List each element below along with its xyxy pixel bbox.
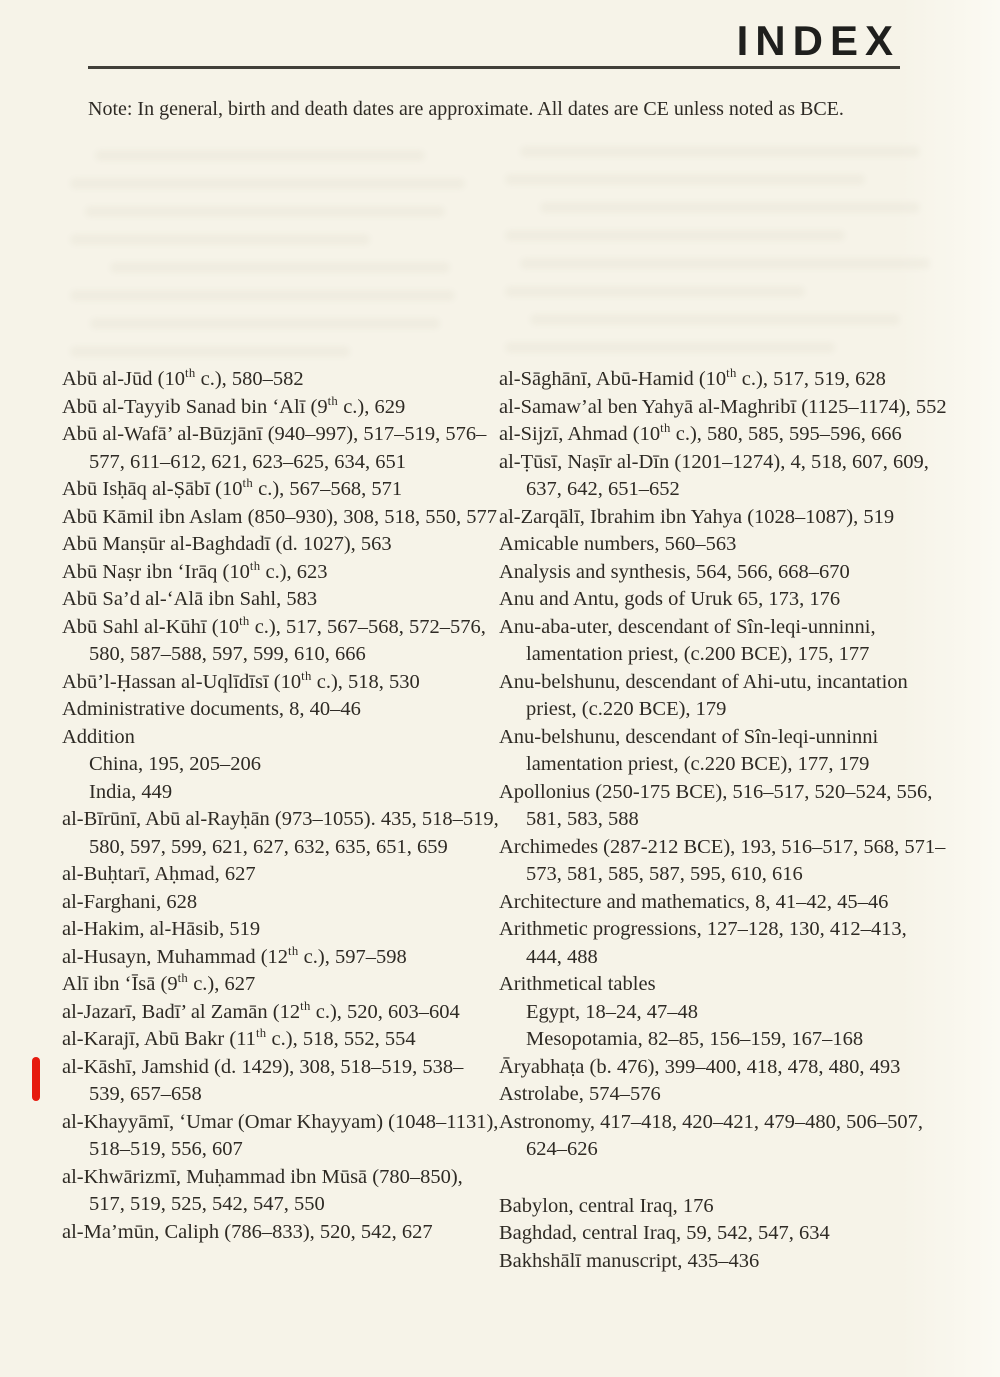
index-entry: India, 449 — [89, 780, 173, 803]
index-entry: Abū Manṣūr al-Baghdadī (d. 1027), 563 — [62, 533, 392, 555]
bleed-through-line — [70, 346, 350, 357]
index-entry: al-Husayn, Muhammad (12th c.), 597–598 — [62, 943, 407, 968]
index-entry: Anu-belshunu, descendant of Sîn-leqi-unninni lamentation priest, (c.220 BCE), 177, 179 — [499, 725, 879, 775]
index-entry: Abū al-Wafā’ al-Būzjānī (940–997), 517–519, 576–577, 611–612, 621, 623–625, 634, 651 — [62, 423, 487, 473]
index-column-left — [62, 366, 499, 1246]
dates-note: Note: In general, birth and death dates are approximate. All dates are CE unless noted as BCE. — [88, 98, 844, 120]
index-entry: Alī ibn ‘Īsā (9th c.), 627 — [62, 971, 256, 995]
index-entry: al-Hakim, al-Hāsib, 519 — [62, 918, 261, 940]
index-entry: al-Bīrūnī, Abū al-Rayḥān (973–1055). 435, 518–519, 580, 597, 599, 621, 627, 632, 635, 651, 659 — [62, 808, 499, 858]
index-entry: Abū al-Jūd (10th c.), 580–582 — [62, 366, 304, 390]
bleed-through-line — [70, 234, 370, 245]
index-entry: al-Khwārizmī, Muḥammad ibn Mūsā (780–850), 517, 519, 525, 542, 547, 550 — [62, 1165, 463, 1215]
index-entry: al-Farghani, 628 — [62, 890, 198, 913]
index-entry: Anu-aba-uter, descendant of Sîn-leqi-unninni, lamentation priest, (c.200 BCE), 175, 177 — [499, 615, 876, 665]
bleed-through-line — [95, 150, 425, 161]
bleed-through-line — [505, 174, 865, 185]
bleed-through-line — [505, 342, 835, 353]
bleed-through-line — [520, 146, 920, 157]
index-entry: Baghdad, central Iraq, 59, 542, 547, 634 — [499, 1222, 830, 1244]
index-entry: China, 195, 205–206 — [89, 753, 261, 775]
index-entry: Astrolabe, 574–576 — [499, 1083, 661, 1105]
bleed-through-line — [520, 258, 930, 269]
index-entry: Abū al-Tayyib Sanad bin ‘Alī (9th c.), 629 — [62, 393, 406, 418]
index-entry: Administrative documents, 8, 40–46 — [62, 698, 361, 720]
bleed-through-line — [90, 318, 440, 329]
index-entry: Amicable numbers, 560–563 — [499, 533, 737, 555]
index-entry: Āryabhaṭa (b. 476), 399–400, 418, 478, 480, 493 — [499, 1055, 901, 1078]
index-entry: Anu-belshunu, descendant of Ahi-utu, incantation priest, (c.220 BCE), 179 — [499, 670, 908, 720]
index-entry: Abū Sa’d al-‘Alā ibn Sahl, 583 — [62, 588, 318, 610]
index-entry: Babylon, central Iraq, 176 — [499, 1194, 714, 1217]
index-entry: al-Zarqālī, Ibrahim ibn Yahya (1028–1087), 519 — [499, 505, 895, 528]
index-entry: Abū Kāmil ibn Aslam (850–930), 308, 518, 550, 577 — [62, 505, 498, 528]
index-entry: al-Sāghānī, Abū-Hamid (10th c.), 517, 519, 628 — [499, 366, 886, 390]
page-title: INDEX — [736, 17, 900, 64]
header-rule — [88, 66, 900, 69]
bleed-through-line — [85, 206, 445, 217]
index-entry: Analysis and synthesis, 564, 566, 668–670 — [499, 560, 850, 583]
bleed-through-line — [110, 262, 450, 273]
bleed-through-line — [505, 230, 845, 241]
index-entry: Astronomy, 417–418, 420–421, 479–480, 506–507, 624–626 — [499, 1110, 924, 1160]
bleed-through-line — [70, 178, 465, 189]
index-entry: al-Samaw’al ben Yahyā al-Maghribī (1125–1174), 552 — [499, 395, 947, 418]
bleed-through-line — [540, 202, 920, 213]
index-entry: al-Sijzī, Ahmad (10th c.), 580, 585, 595–596, 666 — [499, 421, 902, 445]
index-entry: Abū’l-Ḥassan al-Uqlīdīsī (10th c.), 518, 530 — [62, 668, 420, 693]
index-entry: Architecture and mathematics, 8, 41–42, 45–46 — [499, 890, 889, 913]
index-entry: Arithmetic progressions, 127–128, 130, 412–413, 444, 488 — [499, 918, 907, 968]
bleed-through-line — [505, 286, 805, 297]
index-entry: al-Jazarī, Badī’ al Zamān (12th c.), 520, 603–604 — [62, 998, 460, 1023]
index-entry: Arithmetical tables — [499, 973, 656, 995]
margin-highlight-mark — [32, 1057, 40, 1101]
index-entry: Abū Naṣr ibn ‘Irāq (10th c.), 623 — [62, 558, 328, 583]
index-entry: Bakhshālī manuscript, 435–436 — [499, 1249, 760, 1272]
index-entry: Egypt, 18–24, 47–48 — [526, 1000, 698, 1023]
index-entry: al-Khayyāmī, ‘Umar (Omar Khayyam) (1048–1131), 518–519, 556, 607 — [62, 1110, 499, 1160]
index-entry: al-Ṭūsī, Naṣīr al-Dīn (1201–1274), 4, 518, 607, 609, 637, 642, 651–652 — [499, 450, 929, 500]
index-entry: Abū Isḥāq al-Ṣābī (10th c.), 567–568, 571 — [62, 476, 403, 500]
index-entry: Mesopotamia, 82–85, 156–159, 167–168 — [526, 1028, 864, 1050]
bleed-through-line — [530, 314, 900, 325]
index-entry: al-Kāshī, Jamshid (d. 1429), 308, 518–519, 538–539, 657–658 — [62, 1054, 499, 1109]
index-entry: Archimedes (287-212 BCE), 193, 516–517, 568, 571–573, 581, 585, 587, 595, 610, 616 — [499, 835, 946, 885]
index-entry: al-Buḥtarī, Aḥmad, 627 — [62, 863, 256, 885]
index-entry: Addition — [62, 725, 135, 748]
index-entry: al-Ma’mūn, Caliph (786–833), 520, 542, 627 — [62, 1220, 433, 1243]
index-entry: Abū Sahl al-Kūhī (10th c.), 517, 567–568, 572–576, 580, 587–588, 597, 599, 610, 666 — [62, 613, 486, 665]
bleed-through-line — [70, 290, 455, 301]
index-column-right — [499, 366, 947, 1275]
index-columns — [62, 366, 970, 1275]
index-entry: Anu and Antu, gods of Uruk 65, 173, 176 — [499, 588, 841, 610]
index-entry: al-Karajī, Abū Bakr (11th c.), 518, 552, 554 — [62, 1026, 416, 1050]
index-entry: Apollonius (250-175 BCE), 516–517, 520–524, 556, 581, 583, 588 — [499, 780, 933, 830]
